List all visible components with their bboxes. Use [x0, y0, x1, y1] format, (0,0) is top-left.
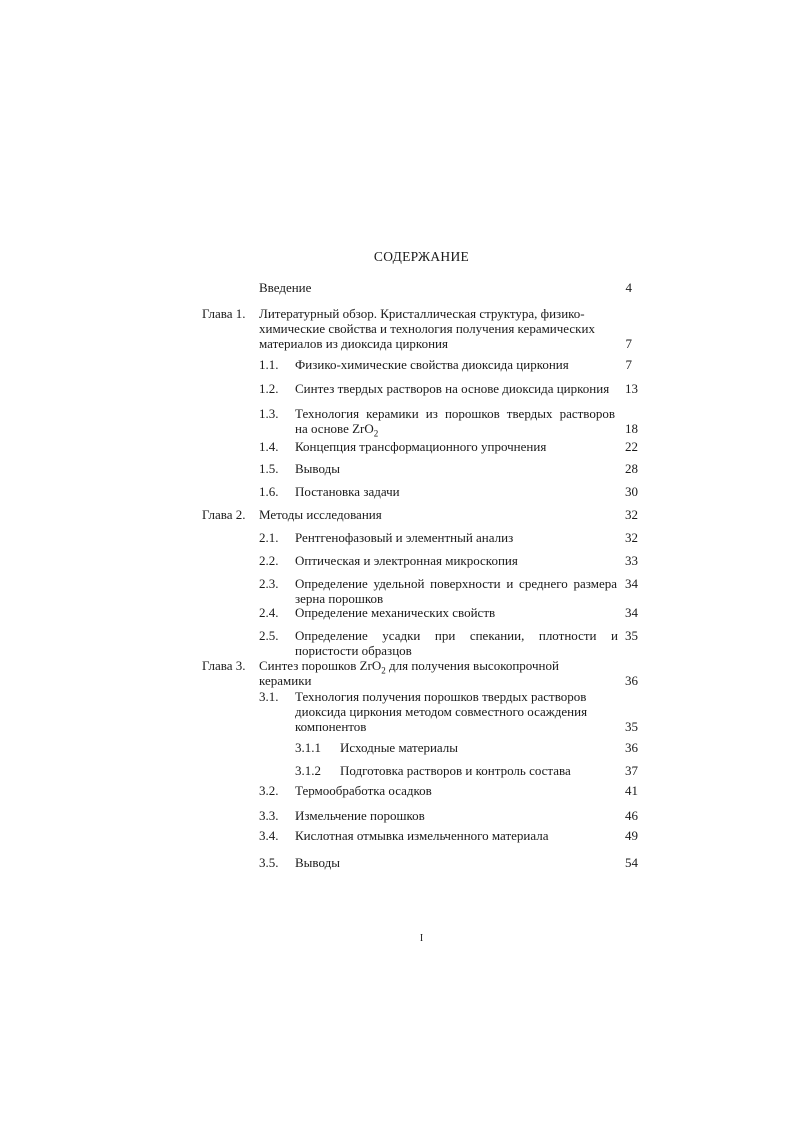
section-1-2-page: 13: [625, 381, 638, 396]
chapter-2-page: 32: [625, 507, 638, 522]
section-1-3-line2-subscript: 2: [373, 428, 379, 439]
section-3-5-number: 3.5.: [259, 855, 279, 870]
section-3-1-2-number: 3.1.2: [295, 763, 321, 778]
section-1-4-number: 1.4.: [259, 439, 279, 454]
chapter-3-title-part1: Синтез порошков ZrO: [259, 658, 382, 673]
section-3-3-title: Измельчение порошков: [295, 808, 425, 823]
section-3-1-title-line2: диоксида циркония методом совместного осаждения: [295, 704, 588, 719]
section-1-3-line2-text: на основе ZrO: [295, 421, 374, 436]
section-3-4-number: 3.4.: [259, 828, 279, 843]
section-1-2-number: 1.2.: [259, 381, 279, 396]
section-3-1-title-line3: компонентов: [295, 719, 367, 734]
section-2-2-number: 2.2.: [259, 553, 279, 568]
section-3-2-page: 41: [625, 783, 638, 798]
chapter-1-title-line3: материалов из диоксида циркония: [259, 336, 448, 351]
section-3-2-number: 3.2.: [259, 783, 279, 798]
section-1-4-title: Концепция трансформационного упрочнения: [295, 439, 547, 454]
chapter-3-page: 36: [625, 673, 638, 688]
page-number: I: [419, 933, 424, 944]
chapter-2-title: Методы исследования: [259, 507, 382, 522]
chapter-1-page: 7: [625, 336, 632, 351]
section-3-4-title: Кислотная отмывка измельченного материала: [295, 828, 549, 843]
section-2-5-number: 2.5.: [259, 628, 279, 643]
section-1-5-title: Выводы: [295, 461, 340, 476]
section-2-3-number: 2.3.: [259, 576, 279, 591]
section-3-5-page: 54: [625, 855, 638, 870]
section-3-1-title-line1: Технология получения порошков твердых растворов: [295, 689, 587, 704]
section-2-3-title-line2: зерна порошков: [295, 591, 384, 606]
section-2-3-title-line1: Определение удельной поверхности и среднего размера: [295, 576, 617, 591]
section-1-1-page: 7: [625, 357, 632, 372]
toc-title: СОДЕРЖАНИЕ: [373, 249, 470, 264]
chapter-3-title-part2: для получения высокопрочной: [385, 658, 559, 673]
section-1-5-number: 1.5.: [259, 461, 279, 476]
section-1-6-number: 1.6.: [259, 484, 279, 499]
section-1-3-page: 18: [625, 421, 638, 436]
section-3-1-2-page: 37: [625, 763, 638, 778]
chapter-2-label: Глава 2.: [202, 507, 246, 522]
chapter-1-title-line2: химические свойства и технология получения керамических: [259, 321, 595, 336]
section-3-4-page: 49: [625, 828, 638, 843]
section-1-1-number: 1.1.: [259, 357, 279, 372]
section-2-2-page: 33: [625, 553, 638, 568]
section-2-3-page: 34: [625, 576, 638, 591]
section-3-1-number: 3.1.: [259, 689, 279, 704]
section-2-4-page: 34: [625, 605, 638, 620]
section-1-3-number: 1.3.: [259, 406, 279, 421]
section-2-4-number: 2.4.: [259, 605, 279, 620]
section-3-2-title: Термообработка осадков: [295, 783, 432, 798]
section-2-5-title-line2: пористости образцов: [295, 643, 412, 658]
section-1-2-title: Синтез твердых растворов на основе диоксида циркония: [295, 381, 610, 396]
section-3-1-1-page: 36: [625, 740, 638, 755]
toc-entry-intro-page: 4: [625, 280, 632, 295]
section-1-6-page: 30: [625, 484, 638, 499]
section-3-5-title: Выводы: [295, 855, 340, 870]
section-3-1-page: 35: [625, 719, 638, 734]
toc-entry-intro-title: Введение: [259, 280, 312, 295]
section-2-1-number: 2.1.: [259, 530, 279, 545]
section-1-4-page: 22: [625, 439, 638, 454]
section-2-5-page: 35: [625, 628, 638, 643]
section-1-6-title: Постановка задачи: [295, 484, 400, 499]
section-2-1-page: 32: [625, 530, 638, 545]
chapter-3-label: Глава 3.: [202, 658, 246, 673]
section-1-5-page: 28: [625, 461, 638, 476]
section-2-2-title: Оптическая и электронная микроскопия: [295, 553, 518, 568]
chapter-3-title-subscript: 2: [381, 665, 386, 676]
section-2-1-title: Рентгенофазовый и элементный анализ: [295, 530, 514, 545]
chapter-1-label: Глава 1.: [202, 306, 246, 321]
section-1-1-title: Физико-химические свойства диоксида циркония: [295, 357, 569, 372]
section-3-1-1-title: Исходные материалы: [340, 740, 459, 755]
section-2-4-title: Определение механических свойств: [295, 605, 496, 620]
section-3-1-1-number: 3.1.1: [295, 740, 321, 755]
section-3-1-2-title: Подготовка растворов и контроль состава: [340, 763, 571, 778]
chapter-1-title-line1: Литературный обзор. Кристаллическая структура, физико-: [259, 306, 585, 321]
section-3-3-page: 46: [625, 808, 638, 823]
section-3-3-number: 3.3.: [259, 808, 279, 823]
section-1-3-title-line1: Технология керамики из порошков твердых растворов: [295, 406, 615, 421]
section-2-5-title-line1: Определение усадки при спекании, плотности и: [295, 628, 618, 643]
chapter-3-title-line2: керамики: [259, 673, 312, 688]
